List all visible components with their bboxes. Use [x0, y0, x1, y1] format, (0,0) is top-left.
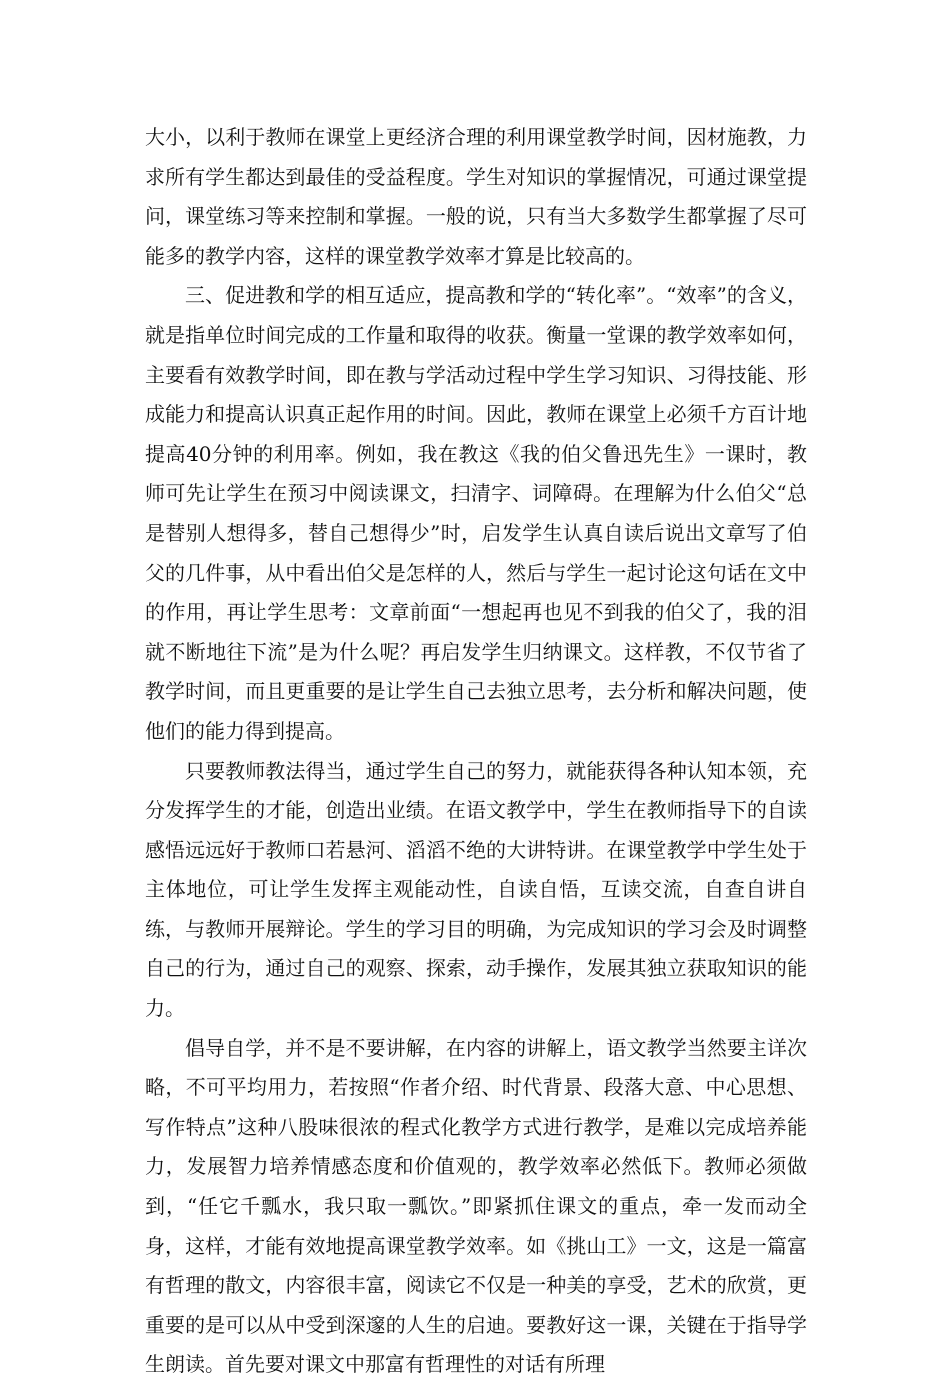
paragraph-1: 大小，以利于教师在课堂上更经济合理的利用课堂教学时间，因材施教，力求所有学生都达到最佳的受益程度。学生对知识的掌握情况，可通过课堂提问，课堂练习等来控制和掌握。一般的说，只有当大多数学生都掌握了尽可能多的教学内容，这样的课堂教学效率才算是比较高的。	[145, 125, 807, 268]
paragraph-4: 倡导自学，并不是不要讲解，在内容的讲解上，语文教学当然要主详次略，不可平均用力，若按照“作者介绍、时代背景、段落大意、中心思想、写作特点”这种八股味很浓的程式化教学方式进行教学，是难以完成培养能力，发展智力培养情感态度和价值观的，教学效率必然低下。教师必须做到，“任它千瓢水，我只取一瓢饮。”即紧抓住课文的重点，牵一发而动全身，这样，才能有效地提高课堂教学效率。如《挑山工》一文，这是一篇富有哲理的散文，内容很丰富，阅读它不仅是一种美的享受，艺术的欣赏，更重要的是可以从中受到深邃的人生的启迪。要教好这一课，关键在于指导学生朗读。首先要对课文中那富有哲理性的对话有所理	[145, 1035, 807, 1377]
paragraph-3: 只要教师教法得当，通过学生自己的努力，就能获得各种认知本领，充分发挥学生的才能，创造出业绩。在语文教学中，学生在教师指导下的自读感悟远远好于教师口若悬河、滔滔不绝的大讲特讲。在课堂教学中学生处于主体地位，可让学生发挥主观能动性，自读自悟，互读交流，自查自讲自练，与教师开展辩论。学生的学习目的明确，为完成知识的学习会及时调整自己的行为，通过自己的观察、探索，动手操作，发展其独立获取知识的能力。	[145, 758, 807, 1021]
document-body	[145, 118, 807, 1385]
paragraph-2: 三、促进教和学的相互适应，提高教和学的“转化率”。“效率”的含义，就是指单位时间完成的工作量和取得的收获。衡量一堂课的教学效率如何，主要看有效教学时间，即在教与学活动过程中学生学习知识、习得技能、形成能力和提高认识真正起作用的时间。因此，教师在课堂上必须千方百计地提高40分钟的利用率。例如，我在教这《我的伯父鲁迅先生》一课时，教师可先让学生在预习中阅读课文，扫清字、词障碍。在理解为什么伯父“总是替别人想得多，替自己想得少”时，启发学生认真自读后说出文章写了伯父的几件事，从中看出伯父是怎样的人，然后与学生一起讨论这句话在文中的作用，再让学生思考：文章前面“一想起再也见不到我的伯父了，我的泪就不断地往下流”是为什么呢？再启发学生归纳课文。这样教，不仅节省了教学时间，而且更重要的是让学生自己去独立思考，去分析和解决问题，使他们的能力得到提高。	[145, 283, 807, 743]
